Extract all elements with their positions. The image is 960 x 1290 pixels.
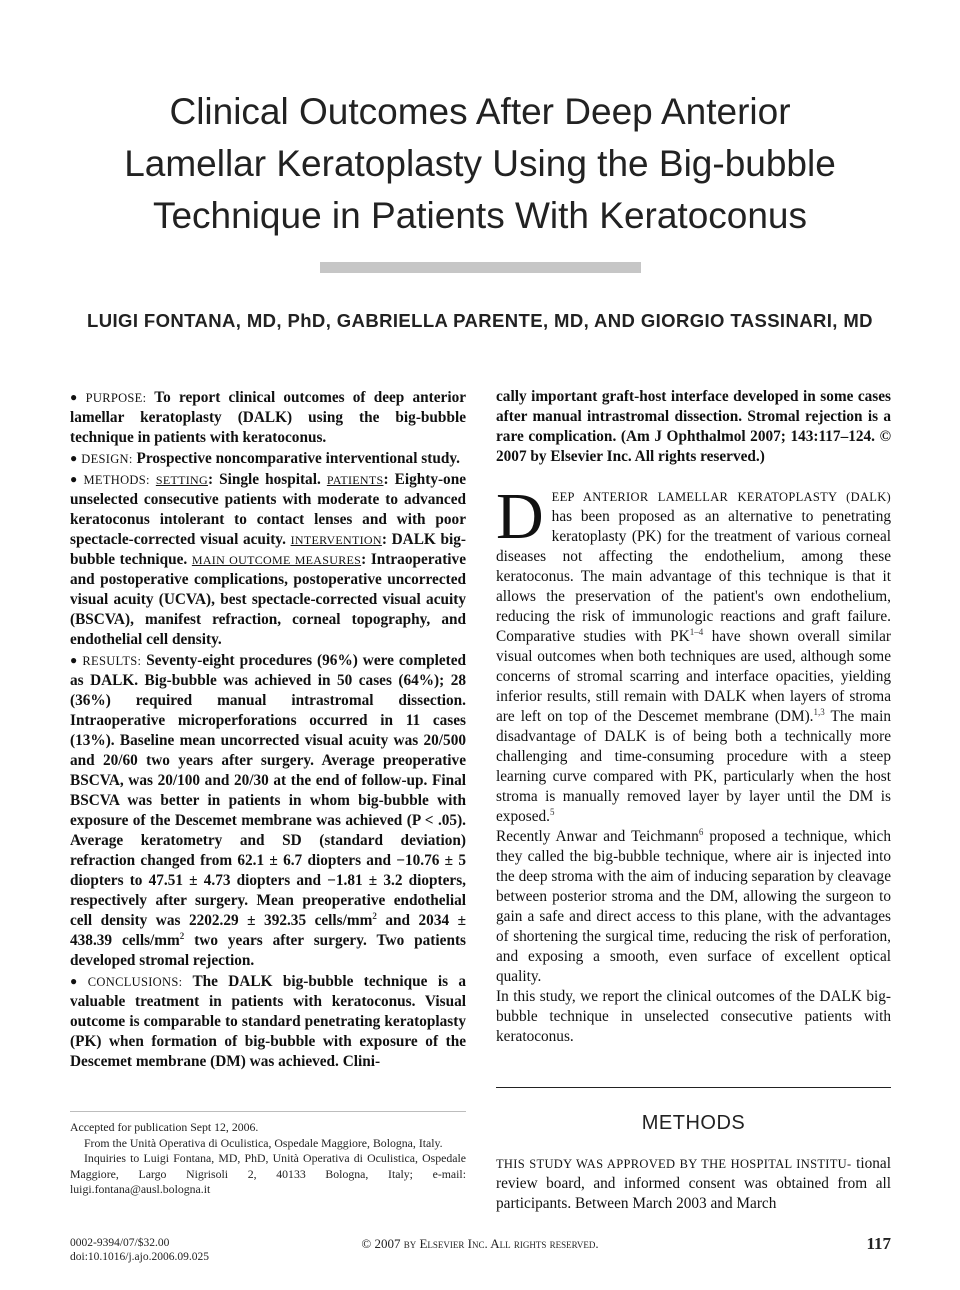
drop-cap: D (496, 480, 544, 553)
issn: 0002-9394/07/$32.00 (70, 1237, 170, 1249)
bullet-icon: ● (70, 451, 78, 465)
abstract-conclusions: ● CONCLUSIONS: The DALK big-bubble technique is a valuable treatment in patients with keratoconus. Visual outcome is comparable to standard penetrating keratoplasty (PK) when formation of big-bubble with exposure of the Descemet membrane (DM) was achieved. Clini- (70, 973, 467, 1070)
abstract-design: ● DESIGN: Prospective noncomparative interventional study. (70, 450, 460, 467)
abstract-purpose: ● PURPOSE: To report clinical outcomes of deep anterior lamellar keratoplasty (DALK) using the big-bubble technique in patients with keratoconus. (70, 389, 467, 446)
page-number: 117 (866, 1234, 891, 1253)
abstract-methods: ● METHODS: SETTING: Single hospital. PATIENTS: Eighty-one unselected consecutive patients with moderate to advanced keratoconus intolerant to contact lenses and with poor spectacle-corrected visual acuity. INTERVENTION: DALK big-bubble technique. MAIN OUTCOME MEASURES: Intraoperative and postoperative complications, postoperative uncorrected visual acuity (UCVA), best spectacle-corrected visual acuity (BSCVA), manifest refraction, corneal topography, and endothelial cell density. (70, 471, 467, 648)
doi-link[interactable]: doi:10.1016/j.ajo.2006.09.025 (70, 1251, 209, 1263)
reference-link[interactable]: 1,3 (813, 706, 825, 717)
footnote-inquiries: Inquiries to Luigi Fontana, MD, PhD, Unità Operativa di Oculistica, Ospedale Maggiore, Largo Nigrisoli 2, 40133 Bologna, Italy; e-mail: luigi.fontana@ausl.bologna.it (70, 1151, 466, 1196)
title-line: Technique in Patients With Keratoconus (152, 195, 808, 236)
footnotes (70, 1120, 466, 1198)
methods-heading: METHODS (641, 1112, 746, 1134)
intro-paragraph: DEEP ANTERIOR LAMELLAR KERATOPLASTY (DALK) has been proposed as an alternative to penetrating keratoplasty (PK) for the treatment of various corneal diseases not affecting the endothelium, among these keratoconus. The main advantage of this technique is that it allows the preservation of the patient's own endothelium, reducing the risk of immunologic reactions and graft failure. Comparative studies with PK$^{1-4}$ have shown overall similar visual outcomes when both techniques are used, although some concerns of stromal scarring and interface opacities, yielding inferior results, still remain with DALK when layers of stroma are left on top of the Descemet membrane (DM).$^{1,3}$ The main disadvantage of DALK is of being both a technically more challenging and time-consuming procedure with a steep learning curve compared with PK, particularly when the host stroma is manually removed layer by layer until the DM is exposed.$^5$ (496, 480, 891, 825)
abstract-column (70, 387, 466, 1072)
title-divider-bar (320, 262, 641, 273)
intro-paragraph: Recently Anwar and Teichmann$^6$ proposed a technique, which they called the big-bubble technique, where air is injected into the deep stroma with the aim of inducing separation by cleavage between posterior stroma and the DM, allowing the surgeon to gain a safe and direct access to this plane, with the advantages of shortening the surgical time, reducing the risk of perforation, and exposing a smooth, even surface of excellent optical quality. (496, 826, 891, 985)
footnote-affiliation: From the Unità Operativa di Oculistica, Ospedale Maggiore, Bologna, Italy. (84, 1135, 443, 1150)
article-title (60, 86, 900, 242)
reference-link[interactable]: 1–4 (689, 626, 704, 637)
abstract-results: ● RESULTS: Seventy-eight procedures (96%) were completed as DALK. Big-bubble was achieved in 50 cases (64%); 28 (36%) required manual intrastromal dissection. Intraoperative microperforations occurred in 11 cases (13%). Baseline mean uncorrected visual acuity was 20/500 and 20/60 two years after surgery. Average preoperative BSCVA, was 20/100 and 20/30 at the end of follow-up. Final BSCVA was better in patients in whom big-bubble with exposure of the Descemet membrane was achieved (P < .05). Average keratometry and SD (standard deviation) refraction changed from 62.1 ± 6.7 diopters and −10.76 ± 5 diopters to 47.51 ± 4.73 diopters and −1.81 ± 3.2 diopters, respectively after surgery. Mean preoperative endothelial cell density was 2202.29 ± 392.35 cells/$mm^2$ and 2034 ± 438.39 cells/$mm^2$ two years after surgery. Two patients developed stromal rejection. (70, 652, 467, 969)
bullet-icon: ● (70, 653, 79, 667)
introduction (496, 480, 891, 1047)
title-line: Clinical Outcomes After Deep Anterior (169, 91, 791, 132)
reference-link[interactable]: 6 (698, 826, 704, 837)
footer-copyright: © 2007 by Elsevier Inc. All rights reserved. (361, 1236, 599, 1251)
section-divider (496, 1087, 891, 1088)
footer-identifiers (70, 1236, 209, 1264)
reference-link[interactable]: 5 (549, 806, 555, 817)
intro-paragraph: In this study, we report the clinical outcomes of the DALK big-bubble technique in unselected consecutive patients with keratoconus. (496, 988, 891, 1045)
bullet-icon: ● (70, 472, 80, 486)
abstract-conclusions-continued: cally important graft-host interface developed in some cases after manual intrastromal dissection. Stromal rejection is a rare complication. (Am J Ophthalmol 2007; 143:117–124. © 2007 by Elsevier Inc. All rights reserved.) (496, 388, 892, 465)
body-column (496, 387, 891, 1047)
title-line: Lamellar Keratoplasty Using the Big-bubble (124, 143, 836, 184)
author-list: LUIGI FONTANA, MD, PhD, GABRIELLA PARENTE, MD, AND GIORGIO TASSINARI, MD (87, 310, 873, 331)
footnote-accepted: Accepted for publication Sept 12, 2006. (70, 1120, 259, 1134)
bullet-icon: ● (70, 390, 82, 404)
methods-paragraph: THIS STUDY WAS APPROVED BY THE HOSPITAL INSTITU- tional review board, and informed consent was obtained from all participants. Between March 2003 and March (496, 1155, 891, 1212)
journal-citation: (Am J Ophthalmol 2007; 143:117–124. © 2007 by Elsevier Inc. All rights reserved.) (496, 428, 892, 465)
footnote-rule (70, 1111, 466, 1112)
bullet-icon: ● (70, 974, 84, 988)
